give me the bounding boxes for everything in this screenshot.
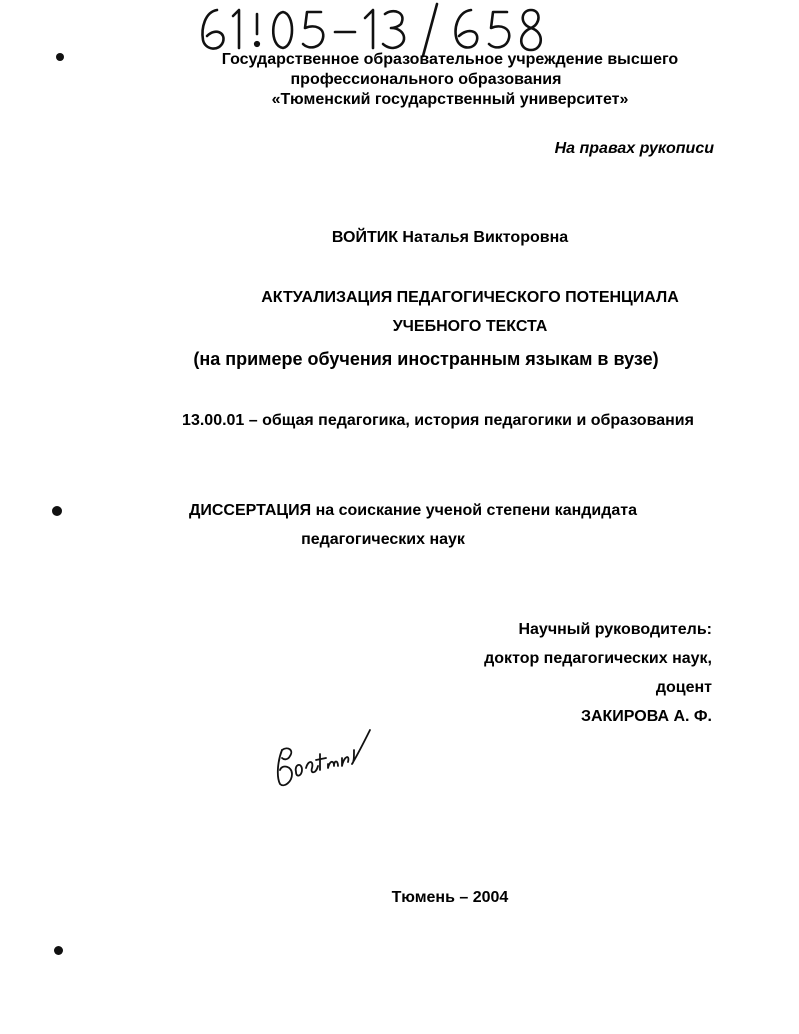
dissertation-subtitle: (на примере обучения иностранным языкам в вузе)	[193, 349, 659, 369]
specialty-code: 13.00.01 – общая педагогика, история педагогики и образования	[182, 412, 694, 429]
institution-line-2: профессионального образования	[290, 71, 562, 88]
dissertation-degree-text: на соискание ученой степени кандидата	[311, 502, 638, 519]
dissertation-statement-line-1	[113, 501, 713, 521]
institution-line-1: Государственное образовательное учреждение высшего	[221, 51, 679, 68]
institution-line-3: «Тюменский государственный университет»	[271, 91, 629, 108]
supervisor-rank: доцент	[655, 679, 712, 696]
scan-speck	[54, 946, 63, 955]
dissertation-statement-line-2: педагогических наук	[301, 531, 465, 548]
city-year: Тюмень – 2004	[391, 889, 509, 906]
author-name: ВОЙТИК Наталья Викторовна	[331, 229, 569, 246]
supervisor-heading: Научный руководитель:	[518, 621, 712, 638]
author-signature	[270, 720, 380, 792]
supervisor-name: ЗАКИРОВА А. Ф.	[580, 708, 712, 725]
scan-speck	[52, 506, 62, 516]
dissertation-title-line-1: АКТУАЛИЗАЦИЯ ПЕДАГОГИЧЕСКОГО ПОТЕНЦИАЛА	[261, 289, 679, 306]
scan-speck	[56, 53, 64, 61]
supervisor-degree: доктор педагогических наук,	[484, 650, 712, 667]
dissertation-title-line-2: УЧЕБНОГО ТЕКСТА	[392, 318, 548, 335]
dissertation-label: ДИССЕРТАЦИЯ	[188, 502, 312, 519]
manuscript-rights: На правах рукописи	[554, 140, 714, 157]
